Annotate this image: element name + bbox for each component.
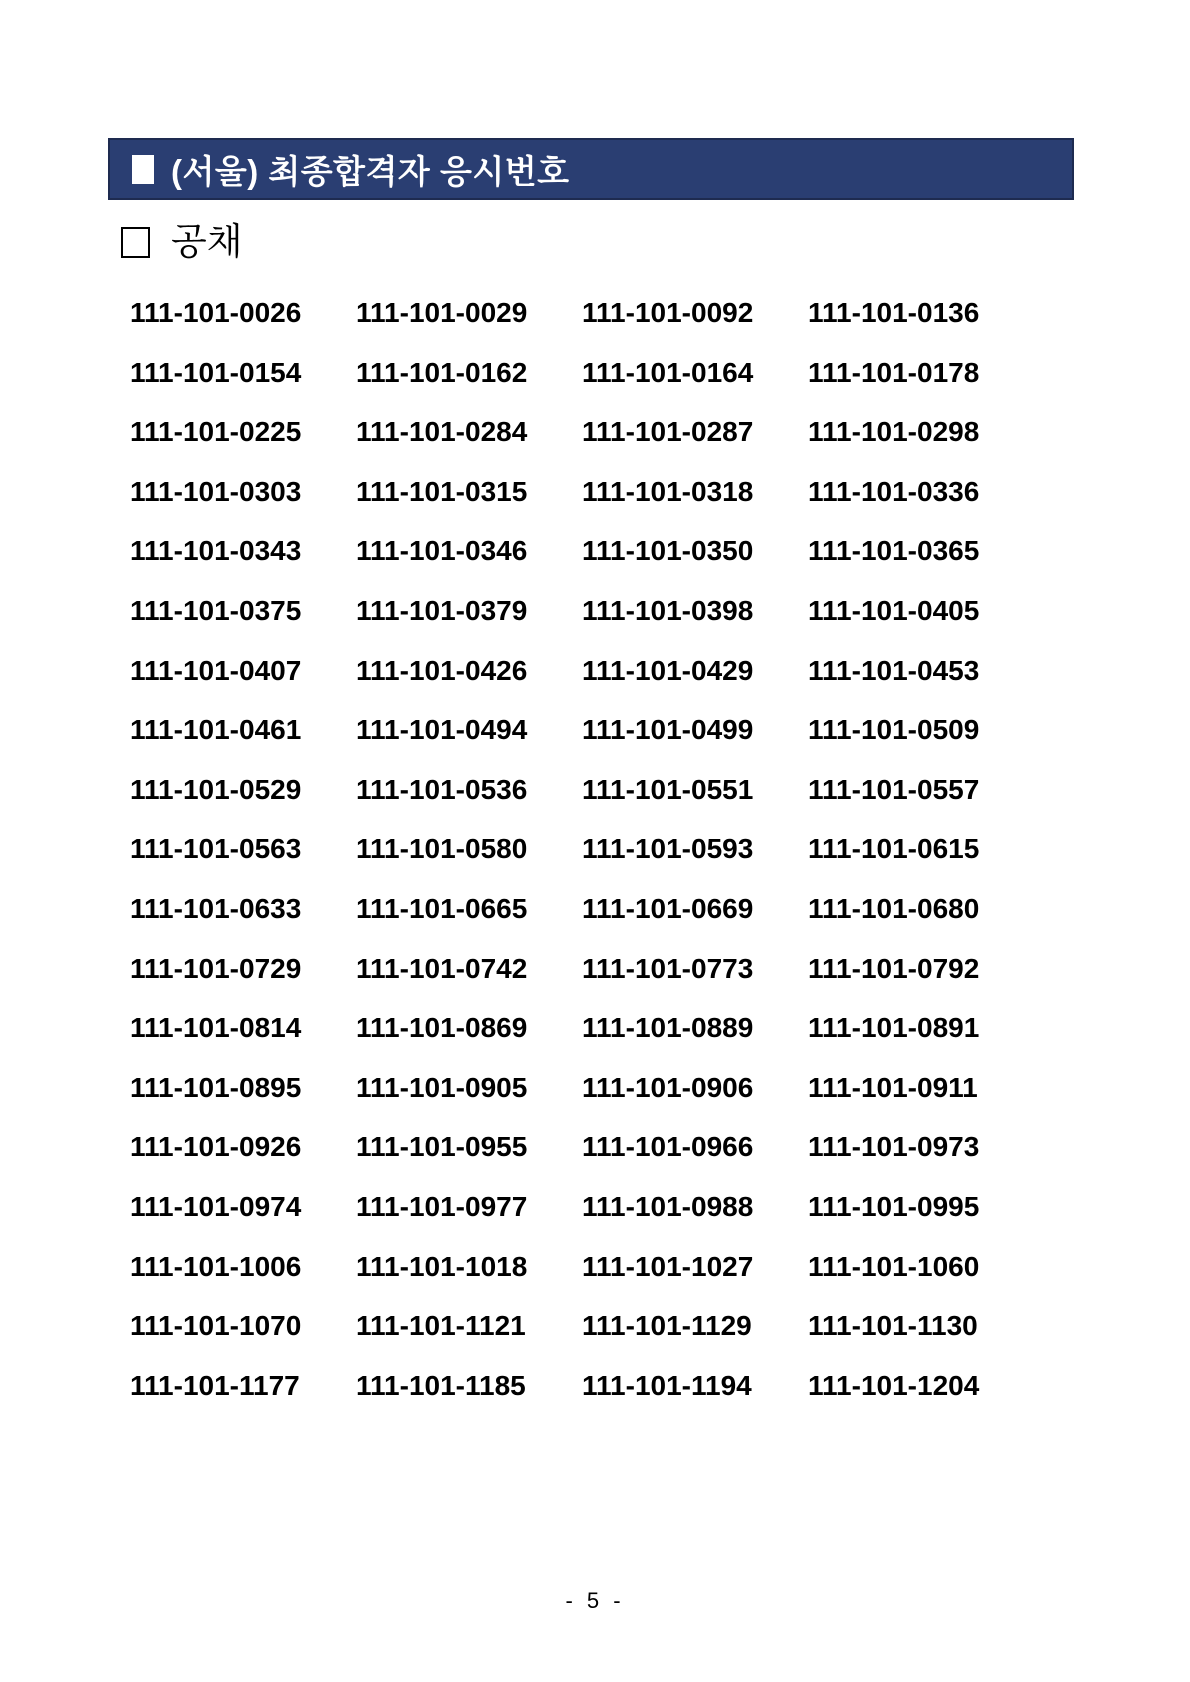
filled-square-icon <box>132 155 154 184</box>
exam-number: 111-101-0405 <box>808 594 980 626</box>
exam-number: 111-101-1018 <box>356 1250 528 1282</box>
exam-number: 111-101-1070 <box>130 1310 302 1342</box>
exam-number: 111-101-0284 <box>356 416 528 448</box>
exam-number: 111-101-0906 <box>582 1071 754 1103</box>
exam-number: 111-101-0343 <box>130 535 302 567</box>
exam-number: 111-101-0773 <box>582 952 754 984</box>
exam-number: 111-101-0092 <box>582 297 754 328</box>
exam-number: 111-101-0615 <box>808 833 980 865</box>
section-header-bar <box>108 138 1074 200</box>
exam-number: 111-101-1129 <box>582 1310 752 1342</box>
exam-number: 111-101-0729 <box>130 952 302 984</box>
exam-number: 111-101-0164 <box>582 356 754 388</box>
exam-number: 111-101-0742 <box>356 952 528 984</box>
exam-number: 111-101-0029 <box>356 297 528 328</box>
exam-number: 111-101-0287 <box>582 416 754 448</box>
exam-number: 111-101-0026 <box>130 297 302 328</box>
exam-number: 111-101-0977 <box>356 1190 528 1222</box>
exam-number: 111-101-0461 <box>130 714 302 746</box>
exam-number: 111-101-0529 <box>130 773 302 805</box>
exam-number: 111-101-0557 <box>808 773 980 805</box>
exam-number: 111-101-0499 <box>582 714 754 746</box>
exam-number: 111-101-0669 <box>582 892 754 924</box>
exam-number: 111-101-0911 <box>808 1071 978 1103</box>
exam-number: 111-101-0926 <box>130 1131 302 1163</box>
exam-number: 111-101-0509 <box>808 714 980 746</box>
exam-number: 111-101-0365 <box>808 535 980 567</box>
exam-number: 111-101-1121 <box>356 1310 526 1342</box>
exam-number: 111-101-0136 <box>808 297 980 328</box>
exam-number: 111-101-0375 <box>130 594 302 626</box>
exam-number: 111-101-0453 <box>808 654 980 686</box>
exam-number: 111-101-1204 <box>808 1369 980 1401</box>
exam-number: 111-101-0398 <box>582 594 754 626</box>
subsection-label: 공채 <box>171 222 243 263</box>
exam-number: 111-101-1185 <box>356 1369 526 1401</box>
exam-number: 111-101-0633 <box>130 892 302 924</box>
exam-number: 111-101-0995 <box>808 1190 980 1222</box>
exam-number: 111-101-0315 <box>356 475 528 507</box>
exam-number: 111-101-0536 <box>356 773 528 805</box>
exam-number: 111-101-0792 <box>808 952 980 984</box>
exam-number: 111-101-1177 <box>130 1369 300 1401</box>
exam-number: 111-101-0494 <box>356 714 528 746</box>
exam-number: 111-101-0891 <box>808 1012 980 1044</box>
exam-number: 111-101-0407 <box>130 654 302 686</box>
exam-number: 111-101-0869 <box>356 1012 528 1044</box>
exam-number: 111-101-0563 <box>130 833 302 865</box>
exam-number: 111-101-0680 <box>808 892 980 924</box>
exam-number: 111-101-0966 <box>582 1131 754 1163</box>
exam-number: 111-101-0346 <box>356 535 528 567</box>
exam-number: 111-101-0895 <box>130 1071 302 1103</box>
exam-number: 111-101-0429 <box>582 654 754 686</box>
exam-number: 111-101-0426 <box>356 654 528 686</box>
exam-number: 111-101-0580 <box>356 833 528 865</box>
exam-number: 111-101-0350 <box>582 535 754 567</box>
exam-number: 111-101-0178 <box>808 356 980 388</box>
exam-number: 111-101-1194 <box>582 1369 752 1401</box>
page-number: - 5 - <box>565 1588 625 1613</box>
exam-number: 111-101-1027 <box>582 1250 754 1282</box>
exam-number: 111-101-1130 <box>808 1310 978 1342</box>
exam-number: 111-101-0303 <box>130 475 302 507</box>
exam-number: 111-101-0889 <box>582 1012 754 1044</box>
exam-number: 111-101-0379 <box>356 594 528 626</box>
exam-number: 111-101-0665 <box>356 892 528 924</box>
exam-number: 111-101-1060 <box>808 1250 980 1282</box>
exam-number: 111-101-0298 <box>808 416 980 448</box>
page-title: (서울) 최종합격자 응시번호 <box>171 152 570 190</box>
exam-number: 111-101-0905 <box>356 1071 528 1103</box>
exam-numbers-grid <box>130 283 1034 1415</box>
open-square-icon <box>121 227 150 258</box>
exam-number: 111-101-0955 <box>356 1131 528 1163</box>
exam-number: 111-101-0154 <box>130 356 302 388</box>
page-footer <box>0 1588 1190 1614</box>
exam-number: 111-101-0551 <box>582 773 754 805</box>
exam-number: 111-101-0318 <box>582 475 754 507</box>
exam-number: 111-101-0225 <box>130 416 302 448</box>
exam-number: 111-101-0336 <box>808 475 980 507</box>
exam-number: 111-101-0593 <box>582 833 754 865</box>
exam-number: 111-101-0988 <box>582 1190 754 1222</box>
subsection-heading <box>121 224 242 261</box>
exam-number: 111-101-0814 <box>130 1012 302 1044</box>
exam-number: 111-101-0973 <box>808 1131 980 1163</box>
exam-number: 111-101-0162 <box>356 356 528 388</box>
exam-number: 111-101-1006 <box>130 1250 302 1282</box>
exam-number: 111-101-0974 <box>130 1190 302 1222</box>
